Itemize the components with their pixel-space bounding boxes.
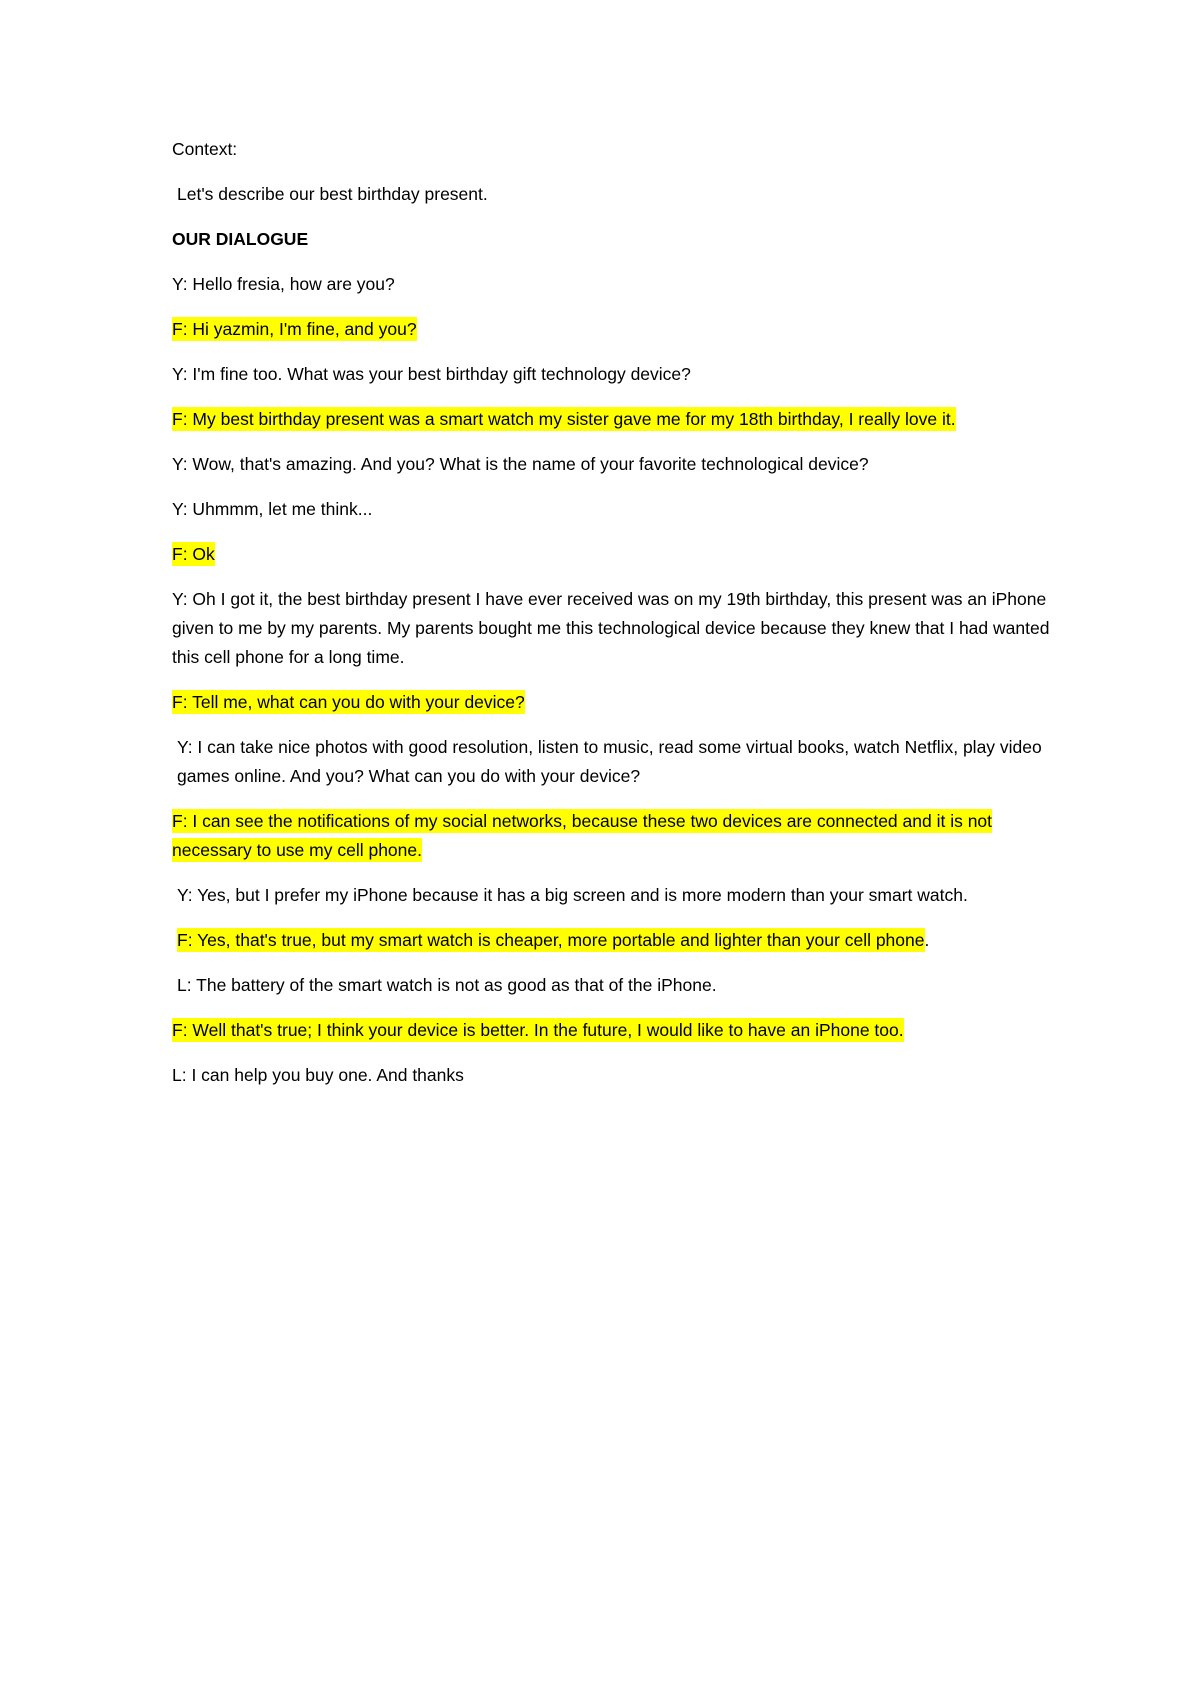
dialogue-line-highlighted <box>172 405 1052 434</box>
dialogue-line-text: F: Ok <box>172 544 215 564</box>
context-text: Let's describe our best birthday present. <box>177 184 488 204</box>
dialogue-line-text: Y: Oh I got it, the best birthday present I have ever received was on my 19th birthday, this present was an iPhone given to me by my parents. My parents bought me this technological device because they knew that I had wanted this cell phone for a long time. <box>172 589 1050 667</box>
dialogue-line-text: Y: I'm fine too. What was your best birthday gift technology device? <box>172 364 691 384</box>
dialogue-line <box>172 450 1052 479</box>
dialogue-line-text: F: Hi yazmin, I'm fine, and you? <box>172 319 417 339</box>
dialogue-line-highlighted <box>172 1016 1052 1045</box>
dialogue-line <box>172 360 1052 389</box>
dialogue-line-text: Y: Hello fresia, how are you? <box>172 274 395 294</box>
dialogue-line-text: Y: I can take nice photos with good resolution, listen to music, read some virtual books, watch Netflix, play video games online. And you? What can you do with your device? <box>177 737 1042 786</box>
dialogue-line <box>172 881 1052 910</box>
dialogue-line-text: F: Yes, that's true, but my smart watch is cheaper, more portable and lighter than your cell phone <box>177 930 925 950</box>
dialogue-line-highlighted <box>172 688 1052 717</box>
context-label: Context: <box>172 139 238 159</box>
dialogue-heading: OUR DIALOGUE <box>172 229 309 249</box>
dialogue-line-highlighted <box>172 807 1052 865</box>
dialogue-line <box>172 971 1052 1000</box>
dialogue-line <box>172 1061 1052 1090</box>
dialogue-line-text: Y: Uhmmm, let me think... <box>172 499 373 519</box>
dialogue-line-text: F: I can see the notifications of my social networks, because these two devices are connected and it is not necessary to use my cell phone. <box>172 811 993 860</box>
dialogue-line-text: L: I can help you buy one. And thanks <box>172 1065 464 1085</box>
dialogue-line <box>172 495 1052 524</box>
dialogue-line <box>172 733 1052 791</box>
dialogue-line-suffix: . <box>924 930 930 950</box>
dialogue-line-text: F: Tell me, what can you do with your device? <box>172 692 525 712</box>
dialogue-line-highlighted <box>172 926 1052 955</box>
dialogue-line-text: Y: Yes, but I prefer my iPhone because it has a big screen and is more modern than your smart watch. <box>177 885 968 905</box>
dialogue-line <box>172 585 1052 672</box>
dialogue-line-text: Y: Wow, that's amazing. And you? What is the name of your favorite technological device? <box>172 454 869 474</box>
document-page <box>172 135 1052 1106</box>
dialogue-line-text: F: Well that's true; I think your device is better. In the future, I would like to have an iPhone too. <box>172 1020 904 1040</box>
dialogue-line-text: F: My best birthday present was a smart watch my sister gave me for my 18th birthday, I really love it. <box>172 409 956 429</box>
dialogue-line-highlighted <box>172 540 1052 569</box>
dialogue-line <box>172 270 1052 299</box>
dialogue-line-highlighted <box>172 315 1052 344</box>
dialogue-line-text: L: The battery of the smart watch is not as good as that of the iPhone. <box>177 975 717 995</box>
